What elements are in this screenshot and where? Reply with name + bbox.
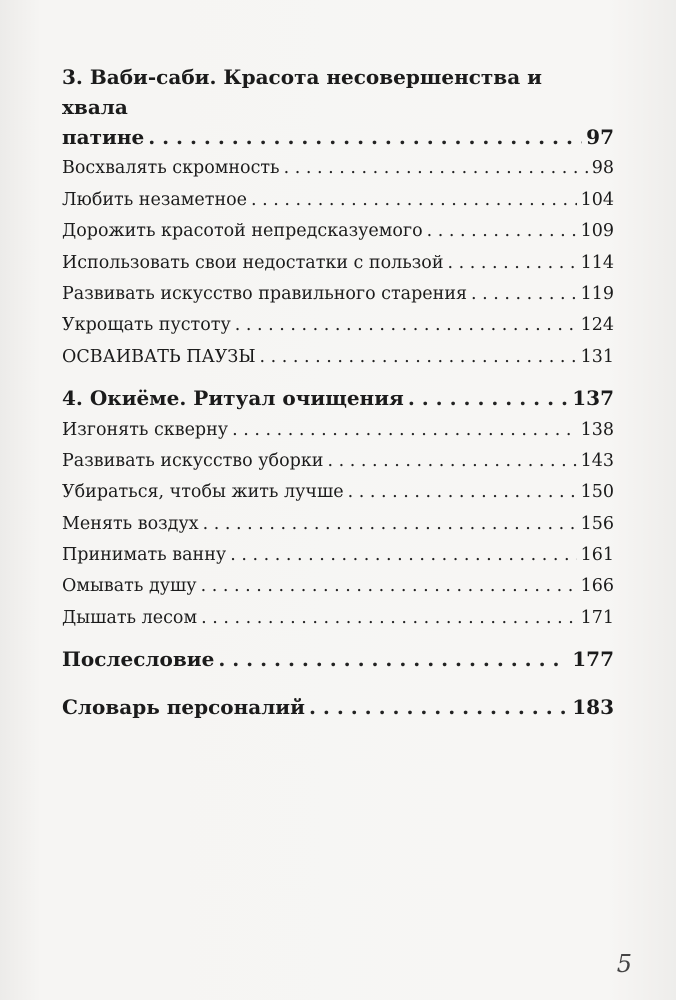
toc-entry-page: 171 (580, 607, 614, 628)
toc-entry-page: 109 (580, 221, 614, 242)
toc-entry (62, 279, 614, 310)
afterword-page: 177 (572, 647, 614, 672)
dot-leader (260, 342, 577, 373)
toc-entry-page: 156 (580, 513, 614, 534)
toc-entry-page: 138 (580, 419, 614, 440)
dot-leader (148, 122, 582, 153)
toc-entry-label: Дорожить красотой непредсказуемого (62, 221, 423, 242)
toc-entry (62, 540, 614, 571)
toc-entry-label: Укрощать пустоту (62, 315, 231, 336)
toc-entry-label: Восхвалять скромность (62, 158, 280, 179)
toc-entry-label: Дышать лесом (62, 607, 198, 628)
toc-entry (62, 415, 614, 446)
toc-entry-label: Изгонять скверну (62, 419, 229, 440)
afterword-label: Послесловие (62, 647, 215, 672)
dot-leader (251, 185, 577, 216)
toc-entry-label: Убираться, чтобы жить лучше (62, 482, 344, 503)
toc-entry (62, 477, 614, 508)
toc-entry-page: 114 (580, 252, 614, 273)
toc-entry-page: 131 (580, 346, 614, 367)
toc-entry (62, 216, 614, 247)
toc-entry-label: ОСВАИВАТЬ ПАУЗЫ (62, 346, 256, 367)
dot-leader (309, 692, 568, 723)
dot-leader (230, 540, 576, 571)
toc-entry-label: Принимать ванну (62, 545, 227, 566)
dot-leader (348, 477, 577, 508)
toc-entry (62, 571, 614, 602)
glossary-label: Словарь персоналий (62, 694, 305, 719)
dot-leader (427, 216, 577, 247)
dot-leader (232, 415, 576, 446)
toc-entry (62, 509, 614, 540)
toc-entry-page: 124 (580, 315, 614, 336)
toc-entry (62, 342, 614, 373)
dot-leader (284, 153, 588, 184)
toc-entry-page: 166 (580, 576, 614, 597)
toc-entry (62, 185, 614, 216)
toc-entry-label: Омывать душу (62, 576, 197, 597)
toc-entry (62, 153, 614, 184)
page-number: 5 (616, 950, 632, 978)
dot-leader (218, 644, 568, 675)
dot-leader (448, 248, 577, 279)
toc-entry-page: 98 (591, 158, 614, 179)
dot-leader (327, 446, 576, 477)
dot-leader (408, 383, 568, 414)
glossary-entry (62, 692, 614, 723)
dot-leader (471, 279, 577, 310)
toc-entry (62, 248, 614, 279)
section-3-title-cont (62, 122, 614, 153)
toc-entry (62, 310, 614, 341)
table-of-contents (62, 62, 614, 723)
dot-leader (203, 509, 577, 540)
afterword-entry (62, 644, 614, 675)
toc-entry-label: Развивать искусство правильного старения (62, 283, 468, 304)
glossary-page: 183 (572, 694, 614, 719)
toc-entry-label: Менять воздух (62, 513, 199, 534)
toc-entry (62, 446, 614, 477)
toc-entry-page: 143 (580, 450, 614, 471)
toc-entry-label: Использовать свои недостатки с пользой (62, 252, 444, 273)
section-4-title (62, 383, 614, 414)
toc-entry-page: 104 (580, 189, 614, 210)
toc-entry-label: Любить незаметное (62, 189, 248, 210)
toc-entry (62, 603, 614, 634)
dot-leader (201, 571, 577, 602)
dot-leader (201, 603, 577, 634)
toc-entry-page: 161 (580, 545, 614, 566)
toc-entry-label: Развивать искусство уборки (62, 450, 324, 471)
section-4-page: 137 (572, 386, 614, 411)
section-4-title-label: 4. Окиёме. Ритуал очищения (62, 386, 404, 411)
dot-leader (235, 310, 577, 341)
toc-entry-page: 119 (580, 283, 614, 304)
section-3-title: 3. Ваби-саби. Красота несовершенства и хвала (62, 65, 542, 119)
section-3-page: 97 (586, 125, 614, 149)
toc-entry-page: 150 (580, 482, 614, 503)
section-3-title-line2: патине (62, 125, 145, 149)
